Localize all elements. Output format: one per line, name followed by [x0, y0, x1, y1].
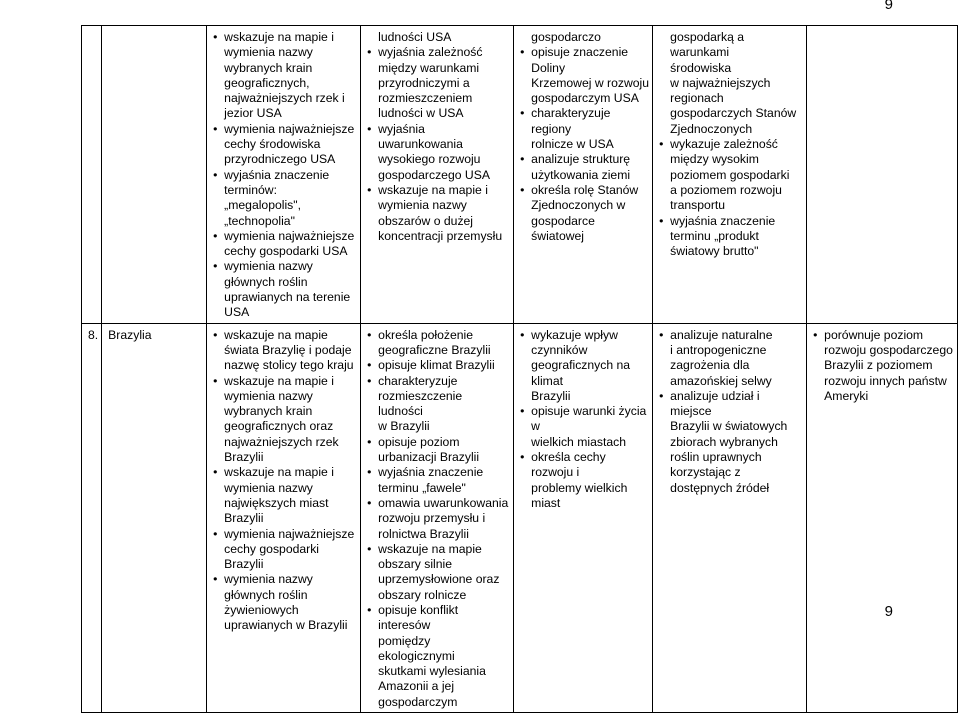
requirements-cell: [653, 323, 807, 712]
item-line: obszary rolnicze: [378, 587, 467, 602]
item-line: cechy gospodarki USA: [224, 244, 348, 259]
item-line: a poziomem rozwoju: [670, 182, 782, 197]
item-line: • analizuje naturalne: [670, 327, 773, 342]
list-item: [213, 122, 357, 168]
item-line: rozwoju innych państw: [824, 373, 947, 388]
requirements-cell: [207, 323, 361, 712]
item-line: gospodarce światowej: [531, 213, 595, 243]
list-item: [520, 30, 649, 45]
item-line: koncentracji przemysłu: [378, 228, 503, 243]
requirements-list: [367, 30, 510, 244]
item-line: USA: [224, 305, 250, 320]
item-line: • wykazuje zależność: [670, 137, 778, 152]
item-line: amazońskiej selwy: [670, 373, 772, 388]
item-line: głównych roślin: [224, 587, 308, 602]
item-line: rozwoju gospodarczego: [824, 342, 953, 357]
list-item: [367, 496, 510, 542]
list-item: [213, 168, 357, 229]
table-row: [82, 26, 958, 324]
requirements-list: [367, 328, 510, 710]
item-line: transportu: [670, 198, 726, 213]
item-line: przyrodniczymi a: [378, 75, 470, 90]
list-item: [213, 572, 357, 633]
list-item: [659, 328, 803, 389]
item-line: rozwoju przemysłu i: [378, 511, 486, 526]
item-line: roślin uprawnych: [670, 450, 762, 465]
item-line: • charakteryzuje regiony: [531, 106, 611, 136]
item-line: • opisuje poziom: [378, 434, 460, 449]
list-item: [659, 214, 803, 260]
topic-number: 8.: [82, 323, 102, 712]
topic-number: [82, 26, 102, 324]
item-line: w najważniejszych: [670, 75, 771, 90]
item-line: • wymienia najważniejsze: [224, 228, 355, 243]
item-line: wymienia nazwy: [224, 388, 313, 403]
requirements-cell: [207, 26, 361, 324]
item-line: między warunkami: [378, 60, 480, 75]
item-line: Ameryki: [824, 388, 869, 403]
topic-name: [102, 26, 207, 324]
list-item: [520, 106, 649, 152]
item-line: rolnicze w USA: [531, 137, 614, 152]
item-line: • opisuje klimat Brazylii: [378, 358, 495, 373]
item-line: urbanizacji Brazylii: [378, 450, 480, 465]
item-line: terminów: „megalopolis",: [224, 182, 301, 213]
requirements-cell: [807, 26, 958, 324]
item-line: terminu „produkt: [670, 228, 759, 243]
requirements-cell: [514, 26, 653, 324]
list-item: [213, 527, 357, 573]
item-line: Krzemowej w rozwoju: [531, 75, 650, 90]
item-line: wymienia nazwy: [224, 480, 313, 495]
curriculum-table: [81, 25, 958, 713]
item-line: geograficznych oraz: [224, 419, 334, 434]
list-item: [813, 328, 954, 404]
list-item: [213, 259, 357, 320]
item-line: Zjednoczonych w: [531, 198, 626, 213]
item-line: • określa położenie: [378, 327, 474, 342]
list-item: [367, 435, 510, 466]
item-line: pomiędzy ekologicznymi: [378, 633, 455, 663]
item-line: zbiorach wybranych: [670, 434, 778, 449]
item-line: • wyjaśnia znaczenie: [224, 167, 330, 182]
list-item: [367, 30, 510, 45]
item-line: • charakteryzuje: [378, 373, 458, 388]
item-line: • analizuje strukturę: [531, 152, 631, 167]
item-line: zagrożenia dla: [670, 358, 750, 373]
item-line: terminu „fawele": [378, 480, 466, 495]
list-item: [520, 450, 649, 511]
item-line: uprawianych na terenie: [224, 290, 351, 305]
item-line: żywieniowych: [224, 602, 299, 617]
item-line: najważniejszych rzek i: [224, 91, 345, 106]
item-line: gospodarką a warunkami: [670, 30, 745, 60]
item-line: gospodarczego USA: [378, 167, 490, 182]
list-item: [659, 389, 803, 496]
requirements-list: [213, 328, 357, 634]
item-line: największych miast: [224, 495, 329, 510]
item-line: „technopolia": [224, 213, 295, 228]
item-line: geograficzne Brazylii: [378, 342, 491, 357]
list-item: [367, 122, 510, 183]
list-item: [367, 603, 510, 710]
item-line: regionach: [670, 91, 724, 106]
list-item: [520, 183, 649, 244]
list-item: [213, 465, 357, 526]
requirements-cell: [653, 26, 807, 324]
item-line: uprzemysłowione oraz: [378, 572, 500, 587]
item-line: wybranych krain: [224, 404, 313, 419]
topic-name: Brazylia: [102, 323, 207, 712]
item-line: wielkich miastach: [531, 434, 626, 449]
item-line: między wysokim: [670, 152, 759, 167]
list-item: [367, 542, 510, 603]
item-line: jezior USA: [224, 106, 282, 121]
item-line: • wskazuje na mapie i: [378, 182, 488, 197]
item-line: w Brazylii: [378, 419, 430, 434]
requirements-cell: [361, 26, 514, 324]
requirements-list: [213, 30, 357, 321]
requirements-list: [520, 328, 649, 512]
item-line: gospodarczym USA: [531, 91, 639, 106]
item-line: problemy wielkich miast: [531, 480, 628, 510]
item-line: uwarunkowania: [378, 137, 463, 152]
item-line: nazwę stolicy tego kraju: [224, 358, 354, 373]
item-line: Brazylii: [224, 511, 264, 526]
list-item: [367, 45, 510, 121]
item-line: rozmieszczeniem: [378, 91, 473, 106]
item-line: • wskazuje na mapie: [378, 541, 482, 556]
requirements-list: [520, 30, 649, 244]
list-item: [367, 183, 510, 244]
item-line: • wyjaśnia znaczenie: [670, 213, 776, 228]
item-line: • określa cechy rozwoju i: [531, 450, 606, 480]
list-item: [367, 358, 510, 373]
item-line: i antropogeniczne: [670, 342, 767, 357]
item-line: środowiska: [670, 60, 732, 75]
item-line: • wymienia najważniejsze: [224, 526, 355, 541]
list-item: [659, 137, 803, 213]
item-line: • wymienia nazwy: [224, 572, 313, 587]
item-line: przyrodniczego USA: [224, 152, 336, 167]
item-line: • wyjaśnia znaczenie: [378, 465, 484, 480]
item-line: gospodarczo: [531, 30, 601, 44]
item-line: rozmieszczenie ludności: [378, 388, 463, 419]
item-line: • analizuje udział i miejsce: [670, 388, 760, 419]
item-line: uprawianych w Brazylii: [224, 618, 348, 633]
item-line: • wskazuje na mapie i: [224, 30, 334, 44]
item-line: • wykazuje wpływ: [531, 327, 618, 342]
item-line: ludności USA: [378, 30, 452, 44]
item-line: • opisuje warunki życia w: [531, 404, 647, 434]
item-line: najważniejszych rzek: [224, 434, 339, 449]
requirements-cell: [807, 323, 958, 712]
page-number-bottom: 9: [884, 603, 893, 620]
list-item: [213, 374, 357, 466]
item-line: • wskazuje na mapie i: [224, 373, 334, 388]
item-line: • określa rolę Stanów: [531, 182, 639, 197]
item-line: rolnictwa Brazylii: [378, 526, 469, 541]
item-line: obszarów o dużej: [378, 213, 474, 228]
item-line: Brazylii w światowych: [670, 419, 788, 434]
list-item: [213, 229, 357, 260]
list-item: [367, 465, 510, 496]
item-line: • wymienia nazwy: [224, 259, 313, 274]
item-line: gospodarczych Stanów: [670, 106, 797, 121]
item-line: • omawia uwarunkowania: [378, 495, 509, 510]
item-line: Brazylii z poziomem: [824, 358, 933, 373]
list-item: [213, 30, 357, 122]
item-line: cechy gospodarki Brazylii: [224, 541, 320, 572]
item-line: użytkowania ziemi: [531, 167, 631, 182]
item-line: czynników: [531, 342, 588, 357]
item-line: • wyjaśnia zależność: [378, 45, 483, 60]
item-line: obszary silnie: [378, 557, 453, 572]
item-line: Amazonii a jej: [378, 679, 455, 694]
item-line: • opisuje konflikt interesów: [378, 602, 459, 633]
item-line: • wyjaśnia: [378, 121, 425, 136]
item-line: geograficznych,: [224, 75, 310, 90]
table-row: [82, 323, 958, 712]
item-line: geograficznych na klimat: [531, 358, 631, 388]
requirements-list: [813, 328, 954, 404]
item-line: wymienia nazwy: [378, 198, 467, 213]
item-line: wymienia nazwy: [224, 45, 313, 60]
item-line: • wskazuje na mapie: [224, 327, 328, 342]
item-line: wysokiego rozwoju: [378, 152, 481, 167]
item-line: • opisuje znaczenie Doliny: [531, 45, 629, 75]
item-line: korzystając z: [670, 465, 741, 480]
list-item: [367, 374, 510, 435]
item-line: • porównuje poziom: [824, 327, 924, 342]
item-line: poziomem gospodarki: [670, 167, 790, 182]
requirements-cell: [361, 323, 514, 712]
item-line: • wskazuje na mapie i: [224, 465, 334, 480]
list-item: [659, 30, 803, 137]
item-line: • wymienia najważniejsze: [224, 121, 355, 136]
list-item: [520, 45, 649, 106]
item-line: światowy brutto": [670, 244, 759, 259]
item-line: dostępnych źródeł: [670, 480, 770, 495]
item-line: świata Brazylię i podaje: [224, 342, 352, 357]
item-line: Brazylii: [224, 450, 264, 465]
list-item: [367, 328, 510, 359]
list-item: [520, 404, 649, 450]
item-line: cechy środowiska: [224, 137, 321, 152]
page-number-top: 9: [884, 0, 893, 13]
item-line: ludności w USA: [378, 106, 464, 121]
list-item: [520, 152, 649, 183]
requirements-cell: [514, 323, 653, 712]
list-item: [520, 328, 649, 404]
item-line: Zjednoczonych: [670, 121, 753, 136]
item-line: gospodarczym: [378, 694, 458, 709]
item-line: Brazylii: [531, 388, 571, 403]
requirements-list: [659, 328, 803, 496]
item-line: skutkami wylesiania: [378, 664, 486, 679]
requirements-list: [659, 30, 803, 259]
list-item: [213, 328, 357, 374]
item-line: głównych roślin: [224, 274, 308, 289]
item-line: wybranych krain: [224, 60, 313, 75]
